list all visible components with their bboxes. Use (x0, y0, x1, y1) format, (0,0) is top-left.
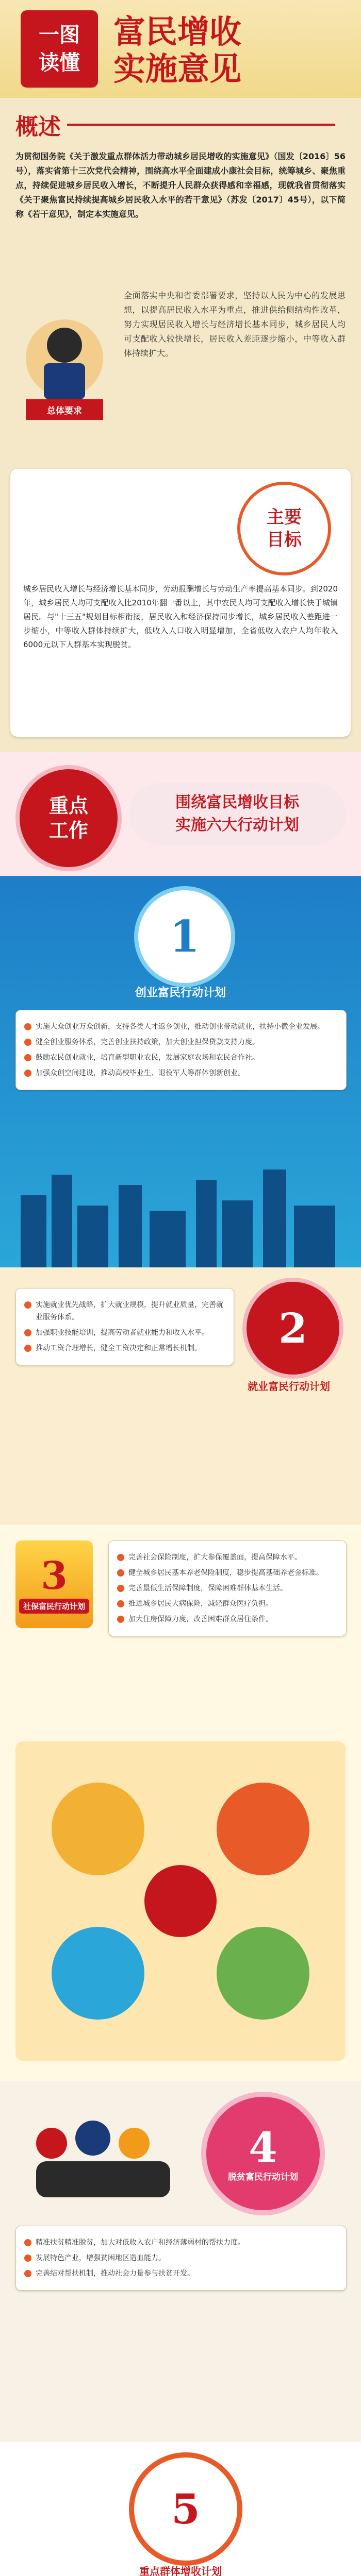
overview-paragraph: 为贯彻国务院《关于激发重点群体活力带动城乡居民增收的实施意见》（国发〔2016〕56号），落实省第十三次党代会精神，围绕高水平全面建成小康社会目标，统筹城乡、聚焦重点，持续促进城乡居民收入增长，不断提升人民群众获得感和幸福感，现就我省贯彻落实《关于聚焦富民持续提高城乡居民收入水平的若干意见》（苏发〔2017〕45号），以下简称《若干意见》，制定本实施意见。 (15, 151, 346, 219)
divider (67, 124, 335, 126)
key-work-title-line2: 实施六大行动计划 (175, 816, 299, 834)
bullet-icon (24, 1345, 31, 1352)
podium-icon (15, 289, 113, 448)
list-item: 健全城乡居民基本养老保险制度，稳步提高基础养老金标准。 (117, 1567, 338, 1579)
plan5-section (0, 2442, 361, 2576)
bullet-icon (24, 2270, 31, 2277)
social-security-illustration-icon (15, 1741, 346, 2061)
bullet-icon (24, 1070, 31, 1077)
bullet-icon (24, 1054, 31, 1061)
plan1-card (15, 1010, 347, 1090)
list-item: 精准扶贫精准脱贫，加大对低收入农户和经济薄弱村的帮扶力度。 (24, 2236, 338, 2249)
list-item: 完善最低生活保障制度，保障困难群体基本生活。 (117, 1582, 338, 1595)
list-item: 实施就业优先战略，扩大就业规模，提升就业质量，完善就业服务体系。 (24, 1299, 225, 1324)
list-item: 推动工资合理增长，健全工资决定和正常增长机制。 (24, 1342, 225, 1354)
plan5-name: 重点群体增收计划 (139, 2565, 222, 2576)
plan2-card (15, 1288, 234, 1365)
plan3-badge (15, 1540, 93, 1628)
bullet-icon (24, 2239, 31, 2246)
badge-line1: 一图 (39, 23, 80, 47)
list-item: 完善结对帮扶机制，推动社会力量参与扶贫开发。 (24, 2267, 338, 2280)
city-skyline-icon (0, 1164, 361, 1267)
list-item: 鼓励农民创业就业，培育新型职业农民，发展家庭农场和农民合作社。 (24, 1052, 338, 1064)
bullet-icon (24, 2255, 31, 2262)
header-title (113, 13, 241, 88)
list-item: 加大住房保障力度，改善困难群众居住条件。 (117, 1613, 338, 1625)
goals-badge (237, 482, 331, 575)
list-item: 推进城乡居民大病保险，减轻群众医疗负担。 (117, 1598, 338, 1610)
list-item: 完善社会保险制度，扩大参保覆盖面，提高保障水平。 (117, 1551, 338, 1564)
key-work-title-line1: 围绕富民增收目标 (175, 793, 299, 811)
bullet-icon (24, 1329, 31, 1336)
bullet-icon (117, 1569, 124, 1577)
plan2-badge (242, 1278, 343, 1379)
goals-label: 主要目标 (267, 507, 302, 550)
plan1-badge (134, 886, 235, 987)
plan3-card (108, 1540, 347, 1636)
key-work-title (129, 783, 346, 845)
bullet-icon (117, 1600, 124, 1607)
bullet-icon (117, 1616, 124, 1623)
list-item: 发展特色产业，增强贫困地区造血能力。 (24, 2252, 338, 2264)
bullet-icon (24, 1023, 31, 1030)
plan4-badge (201, 2092, 325, 2215)
requirements-text: 全面落实中央和省委部署要求，坚持以人民为中心的发展思想，以提高居民收入水平为重点，推进供给侧结构性改革，努力实现居民收入增长与经济增长基本同步，城乡居民人均可支配收入较快增长，居民收入差距逐步缩小，中等收入群体持续扩大。 (124, 291, 346, 358)
list-item: 加强职业技能培训，提高劳动者就业能力和收入水平。 (24, 1327, 225, 1339)
goals-paragraph: 城乡居民收入增长与经济增长基本同步，劳动报酬增长与劳动生产率提高基本同步。到2020年，城乡居民人均可支配收入比2010年翻一番以上，其中农民人均可支配收入增长快于城镇居民。与"十三五"规划目标相衔接，居民收入和经济保持同步增长，城乡居民收入差距进一步缩小，中等收入群体持续扩大，低收入人口收入明显增加，全省低收入农户人均年收入6000元以下人群基本实现脱贫。 (23, 584, 338, 649)
plan4-number: 4 (249, 2123, 277, 2172)
list-item: 健全创业服务体系，完善创业扶持政策，加大创业担保贷款支持力度。 (24, 1036, 338, 1048)
plan2-section (0, 1267, 361, 1525)
plan3-name: 社保富民行动计划 (19, 1599, 89, 1614)
plan1-name: 创业富民行动计划 (135, 987, 226, 999)
plan2-name: 就业富民行动计划 (248, 1380, 330, 1393)
key-work-badge (15, 765, 122, 871)
key-work-band (0, 752, 361, 876)
overview-heading (15, 108, 335, 141)
plan2-number: 2 (278, 1304, 307, 1352)
bullet-icon (117, 1585, 124, 1592)
overview-title: 概述 (15, 114, 61, 140)
plan5-number: 5 (171, 2485, 200, 2533)
plan5-badge (129, 2452, 242, 2566)
plan4-name: 脱贫富民行动计划 (228, 2172, 298, 2182)
plan1-section (0, 876, 361, 1267)
plan3-section (0, 1525, 361, 2081)
requirements-label: 总体要求 (47, 405, 82, 416)
plan4-card (15, 2226, 347, 2291)
header-badge (21, 10, 98, 88)
list-item: 加强众创空间建设，推动高校毕业生、退役军人等群体创新创业。 (24, 1067, 338, 1079)
title-line1: 富民增收 (113, 13, 242, 50)
bullet-icon (24, 1039, 31, 1046)
bullet-icon (117, 1554, 124, 1561)
key-work-label: 重点工作 (48, 794, 88, 842)
title-line2: 实施意见 (113, 50, 242, 88)
badge-line2: 读懂 (39, 50, 80, 75)
bullet-icon (24, 1301, 31, 1309)
list-item: 实施大众创业万众创新，支持各类人才返乡创业，推动创业带动就业，扶持小微企业发展。 (24, 1021, 338, 1033)
plan3-number: 3 (41, 1553, 68, 1598)
plan4-section (0, 2081, 361, 2442)
requirements-illustration (15, 289, 113, 448)
plan1-number: 1 (169, 911, 200, 962)
crowd-icon (21, 2102, 186, 2205)
header-band (0, 0, 361, 98)
